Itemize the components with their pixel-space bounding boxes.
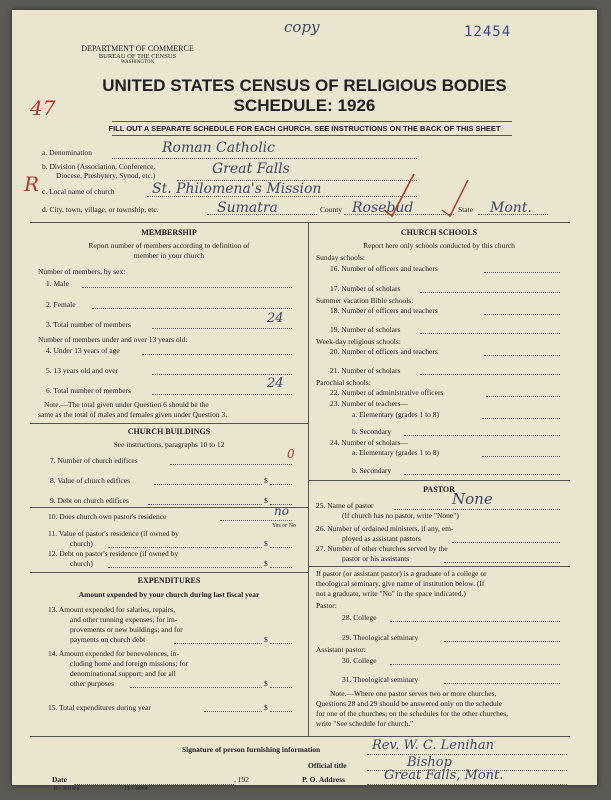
q12-dollar: $ [264,559,268,568]
pastor-note-3: for one of the churches; on the schedules for the other churches, [316,709,509,718]
division-value[interactable]: Great Falls [212,161,290,177]
membership-note-1: Note.—The total given under Question 6 should be the [44,400,209,409]
q26-line-1: 26. Number of ordained ministers, if any, em- [316,524,454,533]
official-title-value[interactable]: Bishop [407,755,452,770]
q8-dollar: $ [264,476,268,485]
q24b: b. Secondary [352,466,392,475]
summer-schools-label: Summer vacation Bible schools: [316,296,414,305]
q14-line-1: 14. Amount expended for benevolences, in- [48,649,180,658]
local-name-label: c. Local name of church [42,187,115,196]
q23b: b. Secondary [352,427,392,436]
buildings-see: See instructions, paragraphs 10 to 12 [113,440,225,449]
city-label: d. City, town, village, or township, etc. [42,205,159,214]
q25-pastor-name: 25. Name of pastor [316,501,374,510]
city-name: WASHINGTON [120,60,155,65]
q8-edifice-value: 8. Value of church edifices [50,476,131,485]
state-label: State [458,205,473,214]
q7-value[interactable]: 0 [287,447,295,461]
county-label: County [320,205,343,214]
q19: 19. Number of scholars [330,325,401,334]
signature-label: Signature of person furnishing information [182,745,321,754]
denomination-label: a. Denomination [42,148,92,157]
q10-owns-residence: 10. Does church own pastor's residence [48,512,167,521]
division-label-2: Diocese, Presbytery, Synod, etc.) [56,171,156,180]
sunday-schools-label: Sunday schools: [316,253,365,262]
q13-line-1: 13. Amount expended for salaries, repairs, [48,605,176,614]
pastor-subheading: Pastor: [316,601,337,610]
official-title-label: Official title [308,761,347,770]
census-schedule-page [12,10,597,792]
q9-dollar: $ [264,496,268,505]
department-name: DEPARTMENT OF COMMERCE [81,44,194,53]
q13-line-2: and other running expenses; for im- [70,615,178,624]
q11-dollar: $ [264,539,268,548]
q14-dollar: $ [264,679,268,688]
fill-instruction: FILL OUT A SEPARATE SCHEDULE FOR EACH CHURCH. SEE INSTRUCTIONS ON THE BACK OF THIS SHEET [108,124,501,133]
weekday-schools-label: Week-day religious schools: [316,337,401,346]
q25-hint: (If church has no pastor, write "None") [342,511,459,520]
q2-female: 2. Female [46,300,76,309]
graduate-note-1: If pastor (or assistant pastor) is a graduate of a college or [316,569,487,578]
q4-under-13: 4. Under 13 years of age [46,346,120,355]
q21: 21. Number of scholars [330,366,401,375]
red-check-marks [382,170,472,220]
date-label: Date [52,775,67,784]
copy-note: copy [284,18,320,36]
q17: 17. Number of scholars [330,284,401,293]
expenditures-sub: Amount expended by your church during last fiscal year [78,590,260,599]
membership-intro-1: Report number of members according to definition of [88,241,250,250]
date-year: , 192 [234,775,249,784]
schools-intro: Report here only schools conducted by this church [363,241,515,250]
q6-value[interactable]: 24 [267,376,284,391]
membership-note-2: same as the total of males and females given under Question 3. [38,410,228,419]
graduate-note-2: theological seminary, give name of institution below. (If [316,579,485,588]
q23a: a. Elementary (grades 1 to 8) [352,410,440,419]
q27-line-2: pastor or his assistants [342,554,410,563]
q6-total: 6. Total number of members [46,386,131,395]
q14-line-2: cluding home and foreign missions; for [70,659,189,668]
pastor-heading: PASTOR [423,485,455,494]
q31-seminary: 31. Theological seminary [342,675,419,684]
q29-seminary: 29. Theological seminary [342,633,419,642]
q30-college: 30. College [342,656,377,665]
membership-intro-2: member in your church [133,251,205,260]
q11-residence-value: 11. Value of pastor's residence (if owned by [48,529,179,538]
graduate-note-3: not a graduate, write "No" in the space indicated.) [316,589,466,598]
q1-male: 1. Male [46,279,69,288]
form-number: 8—3318 a [54,786,80,792]
members-by-sex: Number of members, by sex: [38,267,126,276]
q13-line-4: payments on church debt [70,635,146,644]
q20: 20. Number of officers and teachers [330,347,438,356]
q24: 24. Number of scholars— [330,438,408,447]
q23: 23. Number of teachers— [330,399,408,408]
q13-line-3: provements or new buildings; and for [70,625,183,634]
signature-value[interactable]: Rev. W. C. Lenihan [372,738,495,753]
q14-line-4: other purposes [70,679,114,688]
pastor-note-2: Questions 28 and 29 should be answered only on the schedule [316,699,503,708]
q16: 16. Number of officers and teachers [330,264,438,273]
yes-no-hint: Yes or No [272,523,297,529]
q24a: a. Elementary (grades 1 to 8) [352,448,440,457]
q27-line-1: 27. Number of other churches served by the [316,544,448,553]
q18: 18. Number of officers and teachers [330,306,438,315]
q7-edifices: 7. Number of church edifices [50,456,138,465]
schedule-year: SCHEDULE: 1926 [233,96,376,115]
state-value[interactable]: Mont. [490,200,532,216]
local-name-value[interactable]: St. Philomena's Mission [152,181,322,197]
q12-residence-debt: 12. Debt on pastor's residence (if owned by [48,549,179,558]
membership-heading: MEMBERSHIP [141,228,197,237]
assistant-subheading: Assistant pastor: [316,645,366,654]
q13-dollar: $ [264,635,268,644]
pastor-note-1: Note.—Where one pastor serves two or more churches, [330,689,497,698]
parochial-schools-label: Parochial schools: [316,378,371,387]
q12-residence-debt-2: church) [70,559,93,568]
denomination-value[interactable]: Roman Catholic [162,140,275,156]
q11-residence-value-2: church) [70,539,93,548]
q3-total: 3. Total number of members [46,320,131,329]
division-label: b. Division (Association, Conference, [42,162,156,171]
q26-line-2: ployed as assistant pastors [342,534,421,543]
margin-letter: R [24,172,40,196]
q14-line-3: denominational support; and for all [70,669,176,678]
q10-value[interactable]: no [274,504,289,518]
q28-college: 28. College [342,613,377,622]
q3-value[interactable]: 24 [267,311,284,326]
city-value[interactable]: Sumatra [217,200,278,216]
serial-stamp: 12454 [464,24,512,40]
q22: 22. Number of administrative officers [330,388,444,397]
margin-number: 47 [30,96,56,120]
schools-heading: CHURCH SCHOOLS [400,228,478,237]
po-address-value[interactable]: Great Falls, Mont. [384,768,504,783]
department-block [50,44,225,65]
po-address-label: P. O. Address [302,775,345,784]
q15-dollar: $ [264,703,268,712]
page-title: UNITED STATES CENSUS OF RELIGIOUS BODIES [102,76,507,95]
q5-over-13: 5. 13 years old and over [46,366,119,375]
q9-edifice-debt: 9. Debt on church edifices [50,496,129,505]
q15-total: 15. Total expenditures during year [48,703,151,712]
bureau-name: BUREAU OF THE CENSUS [98,53,177,60]
pastor-note-4: write "See schedule for church." [316,719,414,728]
expenditures-heading: EXPENDITURES [137,576,201,585]
q25-value[interactable]: None [452,490,493,508]
print-number: 11—9064 [124,786,148,792]
county-value[interactable]: Rosebud [352,200,414,216]
members-under-over: Number of members under and over 13 years old: [38,335,188,344]
buildings-heading: CHURCH BUILDINGS [127,427,211,436]
